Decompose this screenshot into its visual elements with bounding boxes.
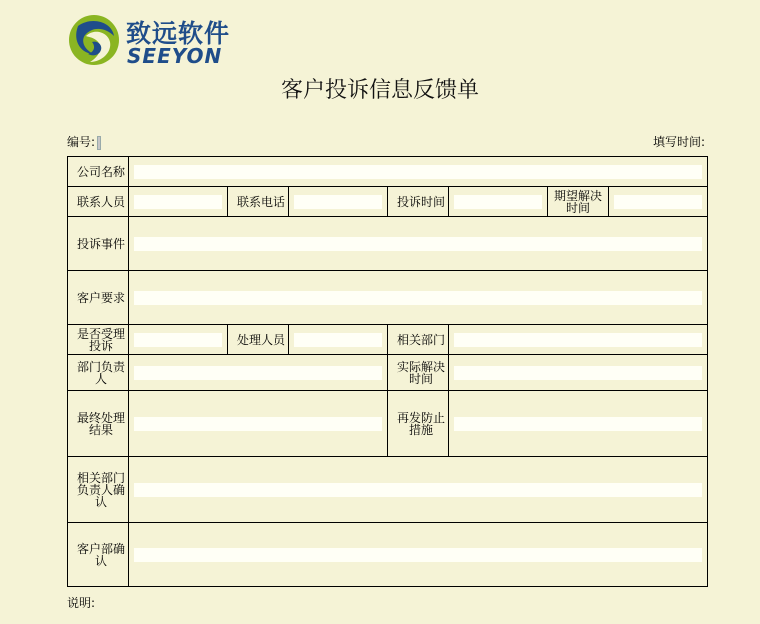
final-result-row bbox=[68, 391, 708, 457]
brand-name-en: SEEYON bbox=[127, 44, 223, 68]
page-title: 客户投诉信息反馈单 bbox=[280, 78, 479, 103]
complaint-form-table bbox=[67, 156, 708, 587]
final-result-label: 最终处理结果 bbox=[76, 410, 125, 437]
complaint-event-row bbox=[68, 217, 708, 271]
final-result-input[interactable] bbox=[134, 417, 382, 431]
dept-confirm-input[interactable] bbox=[134, 483, 702, 497]
contact-phone-input[interactable] bbox=[294, 195, 382, 209]
accept-complaint-label: 是否受理投诉 bbox=[76, 326, 125, 353]
dept-head-row bbox=[68, 355, 708, 391]
fill-time-row bbox=[653, 133, 705, 150]
dept-head-label: 部门负责人 bbox=[76, 359, 125, 386]
expected-resolve-time-label: 期望解决时间 bbox=[553, 188, 602, 215]
complaint-event-input[interactable] bbox=[134, 237, 702, 251]
handler-input[interactable] bbox=[294, 333, 382, 347]
related-department-label: 相关部门 bbox=[396, 332, 445, 347]
note-label: 说明: bbox=[67, 596, 96, 610]
number-input[interactable] bbox=[97, 136, 101, 150]
contact-row bbox=[68, 187, 708, 217]
customer-confirm-label: 客户部确认 bbox=[76, 541, 125, 568]
dept-confirm-label: 相关部门负责人确认 bbox=[76, 470, 125, 509]
dept-confirm-row bbox=[68, 457, 708, 523]
company-label: 公司名称 bbox=[76, 164, 125, 179]
company-input[interactable] bbox=[134, 165, 702, 179]
customer-requirement-label: 客户要求 bbox=[76, 290, 125, 305]
complaint-time-input[interactable] bbox=[454, 195, 542, 209]
contact-person-label: 联系人员 bbox=[76, 194, 125, 209]
dept-head-input[interactable] bbox=[134, 366, 382, 380]
expected-resolve-time-input[interactable] bbox=[614, 195, 702, 209]
actual-resolve-time-label: 实际解决时间 bbox=[396, 359, 445, 386]
customer-confirm-input[interactable] bbox=[134, 548, 702, 562]
actual-resolve-time-input[interactable] bbox=[454, 366, 702, 380]
customer-confirm-row bbox=[68, 523, 708, 587]
seeyon-logo bbox=[66, 12, 246, 68]
complaint-event-label: 投诉事件 bbox=[76, 236, 125, 251]
complaint-time-label: 投诉时间 bbox=[396, 194, 445, 209]
customer-requirement-row bbox=[68, 271, 708, 325]
number-label: 编号: bbox=[67, 135, 96, 149]
prevention-measures-label: 再发防止措施 bbox=[396, 410, 445, 437]
number-field-row bbox=[67, 133, 101, 150]
company-row bbox=[68, 157, 708, 187]
seeyon-swirl-icon bbox=[66, 12, 122, 68]
accept-row bbox=[68, 325, 708, 355]
fill-time-label: 填写时间: bbox=[652, 135, 705, 149]
contact-phone-label: 联系电话 bbox=[236, 194, 285, 209]
customer-requirement-input[interactable] bbox=[134, 291, 702, 305]
prevention-measures-input[interactable] bbox=[454, 417, 702, 431]
company-label-cell bbox=[68, 157, 129, 187]
contact-person-input[interactable] bbox=[134, 195, 222, 209]
handler-label: 处理人员 bbox=[236, 332, 285, 347]
related-department-input[interactable] bbox=[454, 333, 702, 347]
brand-name-cn: 致远软件 bbox=[126, 19, 231, 48]
accept-complaint-input[interactable] bbox=[134, 333, 222, 347]
